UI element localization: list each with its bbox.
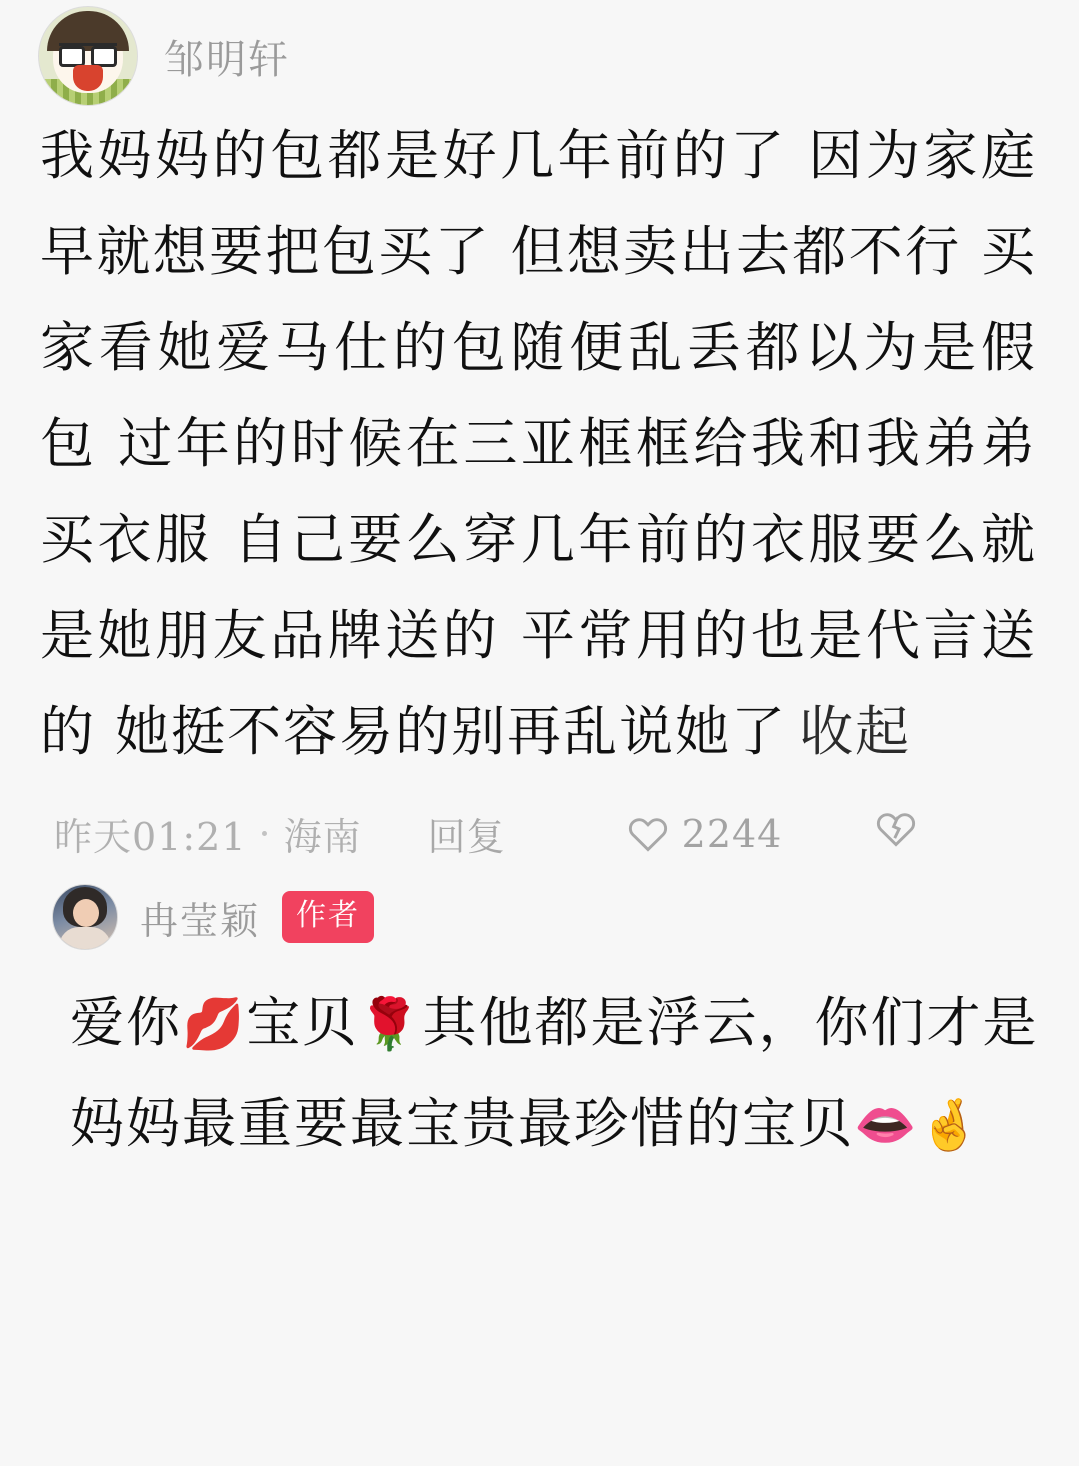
rose-emoji-icon: 🌹 [358,995,423,1053]
comment-location: 海南 [283,815,362,859]
main-comment-meta [40,806,1037,861]
collapse-toggle[interactable]: 收起 [799,700,912,763]
like-count: 2244 [681,811,783,856]
heart-outline-icon [626,812,670,856]
author-badge: 作者 [282,891,374,943]
reply-text-wrapper [52,973,1051,1175]
avatar-mouth-shape [73,65,103,91]
kiss-emoji-icon: 👄 [854,1096,919,1154]
lipstick-emoji-icon: 💋 [182,995,247,1053]
heart-hand-emoji-icon: 🤞 [918,1096,983,1154]
reply-nickname[interactable]: 冉莹颖 [140,898,261,943]
reply-text-post: 其他都是浮云，你们才是妈妈最重要最宝贵最珍惜的宝贝 [70,991,1039,1155]
reply-button[interactable]: 回复 [427,815,506,859]
dislike-button[interactable] [874,807,918,860]
reply-avatar-body-shape [59,927,111,949]
reply-text-pre: 爱你 [70,991,182,1054]
meta-separator: · [258,811,272,856]
heart-broken-icon [874,807,918,860]
main-comment-text: 我妈妈的包都是好几年前的了 因为家庭早就想要把包买了 但想卖出去都不行 买家看她爱马仕的包随便乱丢都以为是假包 过年的时候在三亚框框给我和我弟弟买衣服 自己要么穿几年前的衣服要么就是她朋友品牌送的 平常用的也是代言送的 她挺不容易的别再乱说她了 [40,124,1037,763]
cartoon-avatar-icon[interactable] [38,6,138,106]
like-button[interactable] [626,812,783,856]
main-comment-text-wrapper [40,108,1037,780]
photo-avatar-icon[interactable] [52,884,118,950]
main-comment-nickname[interactable]: 邹明轩 [164,36,290,83]
avatar-glasses-shape [59,43,117,63]
reply-avatar-face-shape [73,899,99,927]
main-comment-header [28,8,1051,104]
reply-text-mid: 宝贝 [246,991,359,1054]
reply-header [52,883,1051,951]
author-reply [0,883,1079,1175]
comment-timestamp: 昨天01:21 [54,815,247,859]
main-comment-body [28,104,1051,861]
